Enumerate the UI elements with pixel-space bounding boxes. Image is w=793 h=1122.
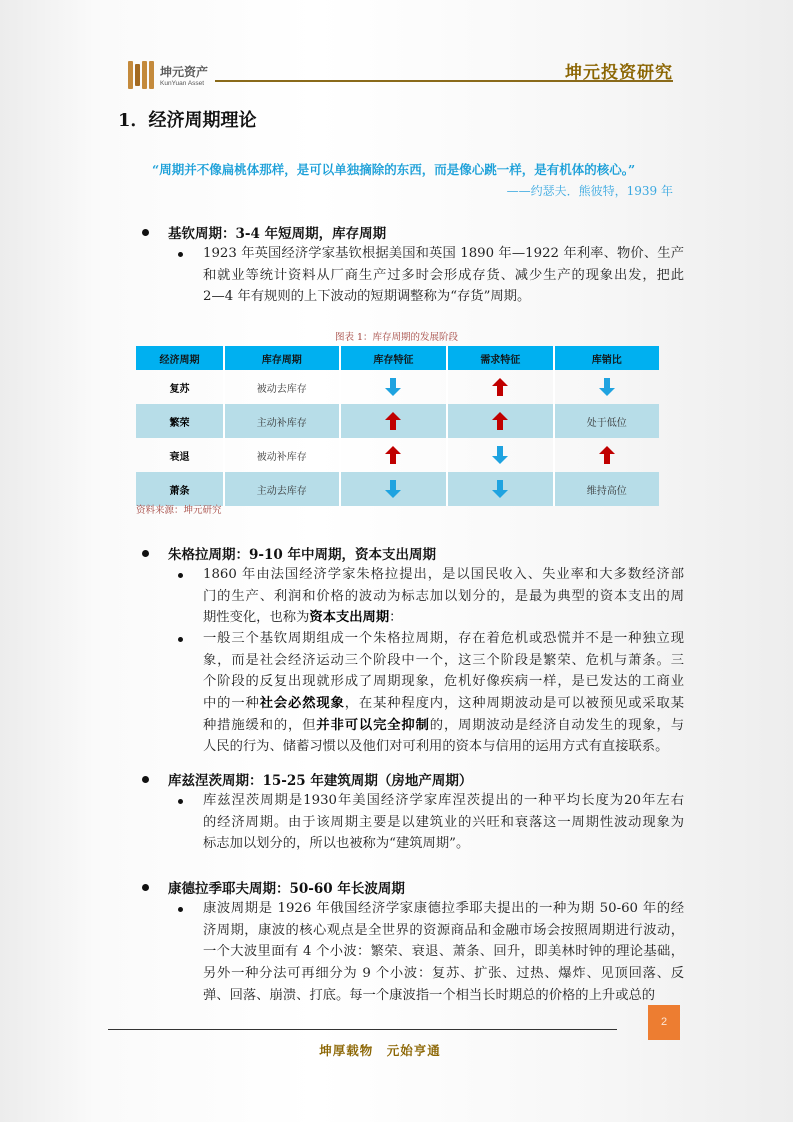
- quote-text: “周期并不像扁桃体那样，是可以单独摘除的东西，而是像心跳一样，是有机体的核心。”: [152, 162, 636, 177]
- cell-inventory: 主动去库存: [224, 472, 340, 506]
- text-segment: 门的生产、利润和价格的波动为标志加以划分的，是最为典型的资本支出的周: [203, 588, 684, 604]
- cell-inventory: 主动补库存: [224, 404, 340, 438]
- text-line: [203, 628, 684, 650]
- text-line: [203, 671, 684, 693]
- cell-demand: [447, 472, 553, 506]
- arrow-down-icon: [385, 378, 401, 396]
- text-segment: 另外一种分法可再细分为 9 个小波：复苏、扩张、过热、爆炸、见顶回落、反: [203, 966, 684, 982]
- text-segment: 标志加以划分的，所以也被称为“建筑周期”。: [203, 836, 470, 852]
- arrow-up-icon: [492, 412, 508, 430]
- text-segment: 和就业等统计资料从厂商生产过多时会形成存货、减少生产的现象出发，把此: [203, 267, 684, 283]
- logo-name-cn: 坤元资产: [160, 65, 209, 79]
- cell-demand: [447, 404, 553, 438]
- text-segment: 象，而是社会经济运动三个阶段中一个，这三个阶段是繁荣、危机与萧条。三: [203, 652, 684, 668]
- text-segment: 1860 年由法国经济学家朱格拉提出，是以国民收入、失业率和大多数经济部: [203, 567, 684, 582]
- column-header: 库存周期: [224, 346, 340, 370]
- footer-motto: 坤厚载物 元始亨通: [319, 1043, 441, 1058]
- bullet-heading: 康德拉季耶夫周期：50-60 年长波周期: [168, 881, 405, 897]
- text-segment: 期性变化，也称为: [203, 610, 310, 626]
- logo-name-en: KunYuan Asset: [160, 80, 205, 87]
- cell-stage: 衰退: [136, 438, 224, 472]
- text-segment: 1923 年英国经济学家基钦根据美国和英国 1890 年—1922 年利率、物价、生产: [203, 246, 684, 261]
- arrow-up-icon: [385, 412, 401, 430]
- text-segment: 的，周期波动是经济自动发生的现象，与: [429, 717, 685, 733]
- bullet-icon: [142, 776, 149, 783]
- bullet-heading: 库兹涅茨周期：15-25 年建筑周期（房地产周期）: [168, 773, 473, 789]
- text-line: [203, 265, 684, 287]
- header-title: 坤元投资研究: [565, 63, 673, 83]
- page-number: 2: [648, 1005, 680, 1040]
- cell-inv_feature: [340, 404, 447, 438]
- text-line: [203, 650, 684, 672]
- sub-bullet-icon: [178, 907, 183, 912]
- cell-inv_feature: [340, 472, 447, 506]
- inventory-cycle-table: [136, 346, 659, 506]
- text-segment: 种措施缓和的，但: [203, 717, 317, 733]
- text-segment: 2—4 年有规则的上下波动的短期调整称为“存货”周期。: [203, 289, 531, 305]
- table-caption: 图表 1：库存周期的发展阶段: [334, 332, 459, 343]
- text-line: [203, 790, 684, 812]
- cell-inv_feature: [340, 438, 447, 472]
- arrow-down-icon: [385, 480, 401, 498]
- sub-bullet-icon: [178, 573, 183, 578]
- cell-ratio: [554, 370, 659, 404]
- text-line: [203, 812, 684, 834]
- arrow-down-icon: [492, 446, 508, 464]
- paragraph: [203, 628, 684, 758]
- text-segment: 康波周期是 1926 年俄国经济学家康德拉季耶夫提出的一种为期 50-60 年的经: [203, 901, 684, 916]
- paragraph: [203, 790, 684, 855]
- paragraph: [203, 243, 684, 308]
- text-segment: 济周期，康波的核心观点是全世界的资源商品和金融市场会按照周期进行波动，: [203, 922, 684, 938]
- cell-inventory: 被动补库存: [224, 438, 340, 472]
- bold-text: 并非可以完全抑制: [316, 717, 430, 733]
- cell-inv_feature: [340, 370, 447, 404]
- table-row: [136, 370, 659, 404]
- bullet-heading: 朱格拉周期：9-10 年中周期，资本支出周期: [168, 547, 436, 563]
- bold-text: 社会必然现象: [259, 696, 345, 712]
- cell-demand: [447, 438, 553, 472]
- text-line: [203, 736, 684, 758]
- bullet-icon: [142, 550, 149, 557]
- arrow-up-icon: [385, 446, 401, 464]
- cell-ratio: 维持高位: [554, 472, 659, 506]
- text-line: [203, 920, 684, 942]
- sub-bullet-icon: [178, 252, 183, 257]
- column-header: 经济周期: [136, 346, 224, 370]
- section-title: 1．经济周期理论: [118, 110, 257, 131]
- paragraph: [203, 564, 684, 629]
- text-segment: 一个大波里面有 4 个小波：繁荣、衰退、萧条、回升，即美林时钟的理论基础，: [203, 944, 684, 960]
- table-row: [136, 404, 659, 438]
- text-segment: 个阶段的反复出现就形成了周期现象，危机好像疾病一样，是已发达的工商业: [203, 674, 684, 690]
- text-line: [203, 715, 684, 737]
- cell-stage: 萧条: [136, 472, 224, 506]
- text-line: [203, 693, 684, 715]
- cell-stage: 复苏: [136, 370, 224, 404]
- text-segment: ，在某种程度内，这种周期波动是可以被预见或采取某: [344, 696, 685, 712]
- arrow-down-icon: [492, 480, 508, 498]
- cell-inventory: 被动去库存: [224, 370, 340, 404]
- text-line: [203, 586, 684, 608]
- table-row: [136, 438, 659, 472]
- text-segment: 中的一种: [203, 696, 260, 712]
- text-line: [203, 985, 684, 1007]
- company-logo-icon: [128, 61, 154, 89]
- column-header: 需求特征: [447, 346, 553, 370]
- text-line: [203, 286, 684, 308]
- text-segment: 一般三个基钦周期组成一个朱格拉周期，存在着危机或恐慌并不是一种独立现: [203, 631, 684, 646]
- text-line: [203, 243, 684, 265]
- text-line: [203, 941, 684, 963]
- table-row: [136, 472, 659, 506]
- text-line: [203, 564, 684, 586]
- bold-text: 资本支出周期: [309, 610, 390, 626]
- text-segment: 的经济周期。由于该周期主要是以建筑业的兴旺和衰落这一周期性波动现象为: [203, 814, 684, 830]
- cell-demand: [447, 370, 553, 404]
- paragraph: [203, 898, 684, 1006]
- table-source: 资料来源：坤元研究: [136, 505, 222, 516]
- text-segment: ：: [389, 610, 403, 626]
- cell-ratio: [554, 438, 659, 472]
- text-line: [203, 833, 684, 855]
- column-header: 库销比: [554, 346, 659, 370]
- text-segment: 库兹涅茨周期是1930年美国经济学家库涅茨提出的一种平均长度为20年左右: [203, 793, 684, 808]
- bullet-icon: [142, 229, 149, 236]
- sub-bullet-icon: [178, 637, 183, 642]
- bullet-icon: [142, 884, 149, 891]
- footer-divider: [108, 1029, 617, 1030]
- cell-stage: 繁荣: [136, 404, 224, 438]
- arrow-up-icon: [599, 446, 615, 464]
- text-line: [203, 898, 684, 920]
- column-header: 库存特征: [340, 346, 447, 370]
- text-line: [203, 963, 684, 985]
- quote-attribution: ——约瑟夫．熊彼特，1939 年: [506, 184, 673, 198]
- arrow-up-icon: [492, 378, 508, 396]
- bullet-heading: 基钦周期：3-4 年短周期，库存周期: [168, 226, 387, 242]
- text-segment: 弹、回落、崩溃、打底。每一个康波指一个相当长时期总的价格的上升或总的: [203, 987, 656, 1003]
- text-line: [203, 607, 684, 629]
- sub-bullet-icon: [178, 799, 183, 804]
- table-header-row: [136, 346, 659, 370]
- cell-ratio: 处于低位: [554, 404, 659, 438]
- text-segment: 人民的行为、储蓄习惯以及他们对可利用的资本与信用的运用方式有直接联系。: [203, 739, 669, 755]
- arrow-down-icon: [599, 378, 615, 396]
